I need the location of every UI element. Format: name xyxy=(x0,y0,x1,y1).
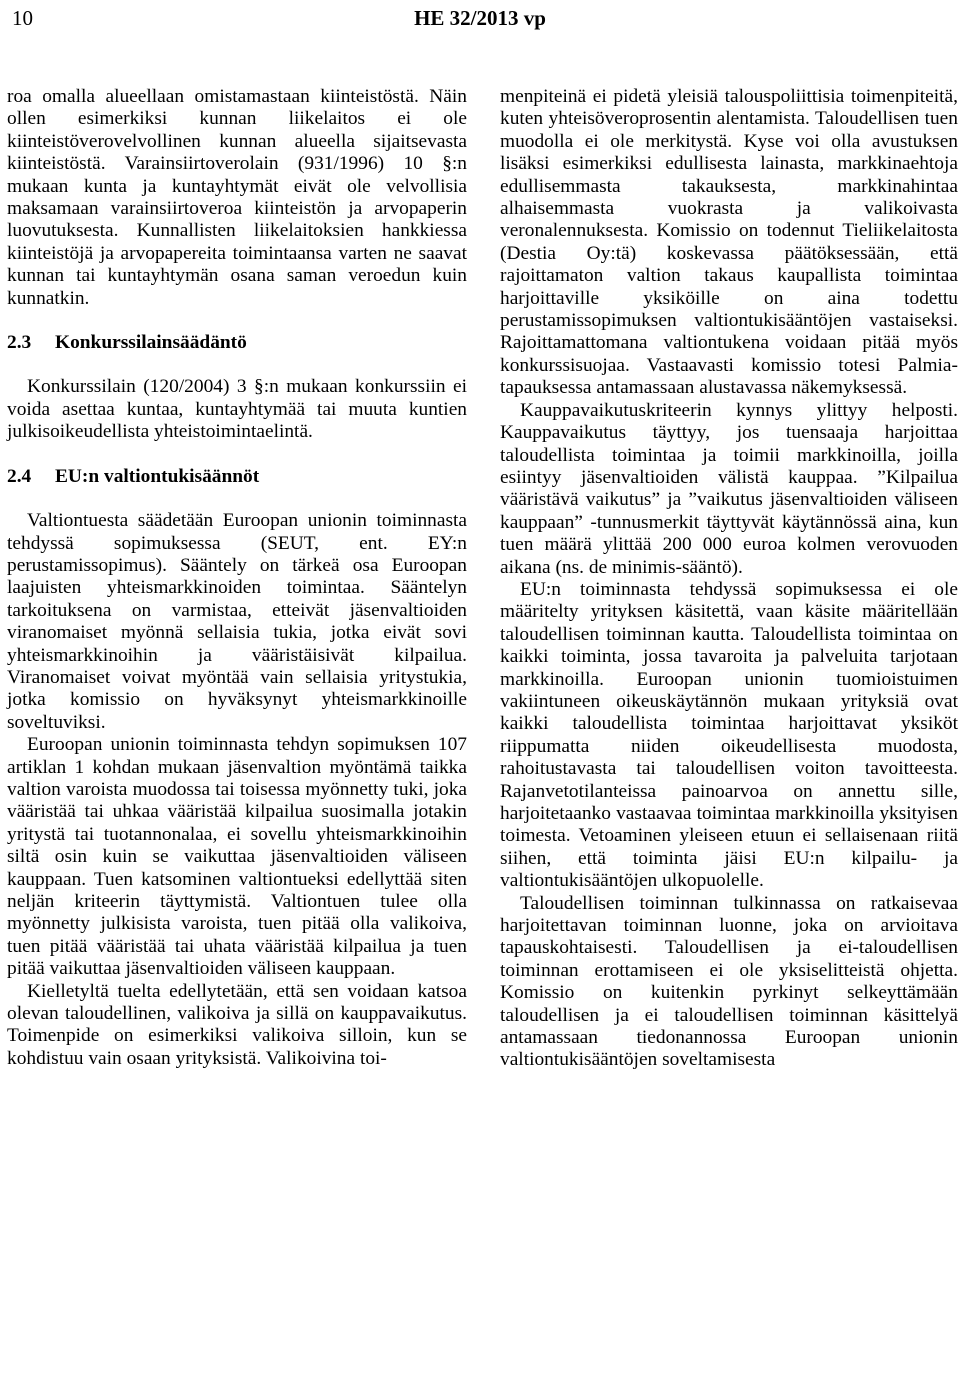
paragraph: Konkurssilain (120/2004) 3 §:n mukaan konkurssiin ei voida asettaa kuntaa, kuntayhtymää tai muuta kuntien julkisoikeudellista yhteistoimintaelintä. xyxy=(7,376,467,443)
paragraph: Valtiontuesta säädetään Euroopan unionin toiminnasta tehdyssä sopimuksessa (SEUT, ent. EY:n perustamissopimus). Sääntely on tärkeä osa Euroopan laajuisten yhteismarkkinoiden toimintaa. Sääntelyn tarkoituksena on varmistaa, etteivät jäsenvaltioiden viranomaiset myönnä sellaisia tukia, jotka eivät sovi yhteismarkkinoihin ja vääristäisivät kilpailua. Viranomaiset voivat myöntää vain sellaisia yritystukia, jotka komissio on hyväksynyt yhteismarkkinoille soveltuviksi. xyxy=(7,510,467,733)
paragraph: roa omalla alueellaan omistamastaan kiinteistöstä. Näin ollen esimerkiksi kunnan liikelaitos ei ole kiinteistöverovelvollinen kunnan alueella sijaitsevasta kiinteistöstä. Varainsiirtoverolain (931/1996) 10 §:n mukaan kunta ja kuntayhtymät eivät ole velvollisia maksamaan varainsiirtoveroa kiinteistön ja arvopaperin luovutuksesta. Kunnallisten liikelaitoksien hankkiessa kiinteistöjä ja arvopapereita toimintaansa varten ne saavat kunnan tai kuntayhtymän osana saman veroedun kuin kunnatkin. xyxy=(7,86,467,309)
right-column xyxy=(500,86,958,1072)
paragraph: menpiteinä ei pidetä yleisiä talouspoliittisia toimenpiteitä, kuten yhteisöveroprosentin alentamista. Taloudellisen tuen muodolla ei ole merkitystä. Kyse voi olla avustuksen lisäksi esimerkiksi edullisesta lainasta, markkinaehtoja edullisemmasta takauksesta, markkinahintaa alhaisemmasta vuokrasta ja valikoivasta veronalennuksesta. Komissio on todennut Tieliikelaitosta (Destia Oy:tä) koskevassa päätöksessään, että rajoittamaton valtion takaus kaupallista toimintaa harjoittaville yksiköille on aina todettu perustamissopimuksen valtiontukisääntöjen vastaiseksi. Rajoittamattomana valtiontukena voidaan pitää myös konkurssisuojaa. Vastaavasti komissio totesi Palmia-tapauksessa antamassaan alustavassa näkemyksessä. xyxy=(500,86,958,399)
section-title: EU:n valtiontukisäännöt xyxy=(55,465,260,487)
paragraph: EU:n toiminnasta tehdyssä sopimuksessa ei ole määritelty yrityksen käsitettä, vaan käsite määritellään taloudellisen toiminnan kautta. Taloudellista toimintaa on kaikki toiminta, jossa tavaroita ja palveluita tarjotaan markkinoilla. Euroopan unionin tuomioistuimen vakiintuneen oikeuskäytännön mukaan yrityksiä ovat kaikki taloudellista toimintaa harjoittavat yksiköt riippumatta niiden oikeudellisesta muodosta, rahoitustavasta tai taloudellisen voiton tavoitteesta. Rajanvetotilanteissa painoarvoa on annettu sille, harjoitetaanko vastaavaa toimintaa markkinoilla yksityisen toimesta. Vetoaminen yleiseen etuun ei sellaisenaan riitä siihen, että toiminta jäisi EU:n kilpailu- ja valtiontukisääntöjen ulkopuolelle. xyxy=(500,578,958,892)
paragraph: Euroopan unionin toiminnasta tehdyn sopimuksen 107 artiklan 1 kohdan mukaan jäsenvaltion myöntämä taikka valtion varoista muodossa tai toisessa myönnetty tuki, joka vääristää tai uhkaa vääristää kilpailua suosimalla jotakin yritystä tai tuotannonalaa, ei sovellu yhteismarkkinoihin siltä osin kuin se vaikuttaa jäsenvaltioiden väliseen kauppaan. Tuen katsominen valtiontueksi edellyttää siten neljän kriteerin täyttymistä. Valtiontuen tulee olla myönnetty julkisista varoista, tuen pitää olla valikoiva, tuen pitää vääristää tai uhata vääristää kilpailua ja tuen pitää vaikuttaa jäsenvaltioiden väliseen kauppaan. xyxy=(7,734,467,980)
section-number: 2.4 xyxy=(7,465,32,487)
document-id: HE 32/2013 vp xyxy=(414,6,546,30)
section-title: Konkurssilainsäädäntö xyxy=(55,332,247,354)
section-heading-2-3 xyxy=(7,332,467,354)
left-column xyxy=(7,86,467,1070)
page-header xyxy=(0,0,960,40)
section-number: 2.3 xyxy=(7,332,32,354)
section-heading-2-4 xyxy=(7,466,467,488)
paragraph: Taloudellisen toiminnan tulkinnassa on ratkaisevaa harjoitettavan toiminnan luonne, joka on arvioitava tapauskohtaisesti. Taloudellisen ja ei-taloudellisen toiminnan erottamiseen ei ole yksiselitteistä ohjetta. Komissio on kuitenkin pyrkinyt selkeyttämään taloudellisen ja ei taloudellisen toiminnan käsittelyä antamassaan tiedonannossa Euroopan unionin valtiontukisääntöjen soveltamisesta xyxy=(500,892,958,1071)
page-number: 10 xyxy=(12,6,33,30)
paragraph: Kauppavaikutuskriteerin kynnys ylittyy helposti. Kauppavaikutus täyttyy, jos tuensaaja harjoittaa taloudellista toimintaa ja toimii markkinoilla, joilla esiintyy jäsenvaltioiden välistä kauppaa. ”Kilpailua vääristävä vaikutus” ja ”vaikutus jäsenvaltioiden väliseen kauppaan” -tunnusmerkit täyttyvät käytännössä aina, kun tuen määrä ylittää 200 000 euroa kolmen verovuoden aikana (ns. de minimis-sääntö). xyxy=(500,399,958,578)
paragraph: Kielletyltä tuelta edellytetään, että sen voidaan katsoa olevan taloudellinen, valikoiva ja sillä on kauppavaikutus. Toimenpide on esimerkiksi valikoiva silloin, kun se kohdistuu vain osaan yrityksistä. Valikoivina toi- xyxy=(7,980,467,1069)
